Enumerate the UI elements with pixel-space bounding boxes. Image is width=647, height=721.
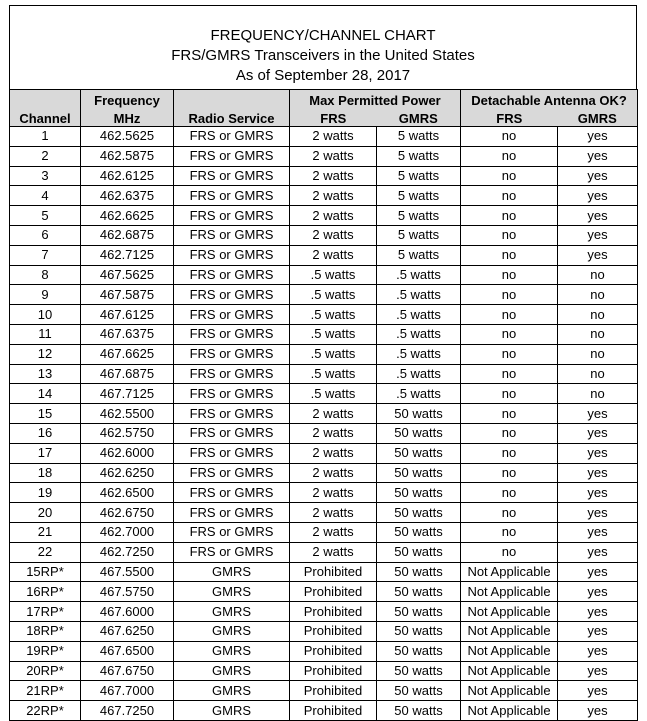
cell-radio-service: FRS or GMRS [174,364,290,384]
table-row [10,364,638,384]
cell-antenna-frs: no [461,324,558,344]
cell-radio-service: FRS or GMRS [174,443,290,463]
cell-frequency: 462.7125 [81,245,174,265]
cell-antenna-frs: no [461,146,558,166]
cell-antenna-gmrs: yes [558,206,638,226]
header-power-frs: FRS [290,108,377,127]
header-antenna-frs: FRS [461,108,558,127]
cell-frequency: 467.6625 [81,344,174,364]
cell-frequency: 467.6750 [81,661,174,681]
cell-power-frs: 2 watts [290,483,377,503]
cell-power-frs: 2 watts [290,404,377,424]
cell-antenna-gmrs: yes [558,404,638,424]
cell-antenna-frs: Not Applicable [461,621,558,641]
cell-radio-service: GMRS [174,701,290,721]
cell-power-frs: 2 watts [290,443,377,463]
cell-power-gmrs: 5 watts [377,206,461,226]
cell-antenna-frs: no [461,364,558,384]
cell-power-gmrs: 5 watts [377,186,461,206]
cell-power-gmrs: 5 watts [377,225,461,245]
cell-antenna-frs: no [461,404,558,424]
cell-channel: 18RP* [10,621,81,641]
cell-radio-service: FRS or GMRS [174,186,290,206]
cell-radio-service: FRS or GMRS [174,522,290,542]
cell-power-frs: .5 watts [290,265,377,285]
cell-frequency: 462.6500 [81,483,174,503]
cell-power-gmrs: 50 watts [377,641,461,661]
cell-radio-service: FRS or GMRS [174,423,290,443]
cell-radio-service: FRS or GMRS [174,503,290,523]
header-channel: Channel [10,108,81,127]
table-row [10,701,638,721]
cell-antenna-gmrs: yes [558,423,638,443]
cell-channel: 12 [10,344,81,364]
cell-antenna-frs: Not Applicable [461,562,558,582]
header-detachable-antenna: Detachable Antenna OK? [461,90,638,109]
cell-power-frs: 2 watts [290,503,377,523]
cell-power-frs: Prohibited [290,562,377,582]
table-row [10,384,638,404]
cell-radio-service: FRS or GMRS [174,225,290,245]
cell-frequency: 467.6000 [81,602,174,622]
cell-antenna-frs: no [461,503,558,523]
table-row [10,404,638,424]
cell-antenna-gmrs: yes [558,562,638,582]
cell-radio-service: FRS or GMRS [174,324,290,344]
cell-antenna-gmrs: yes [558,127,638,147]
cell-power-frs: Prohibited [290,602,377,622]
cell-radio-service: FRS or GMRS [174,463,290,483]
cell-power-frs: .5 watts [290,364,377,384]
cell-power-frs: 2 watts [290,206,377,226]
cell-power-gmrs: 50 watts [377,602,461,622]
cell-power-gmrs: 50 watts [377,463,461,483]
cell-power-gmrs: .5 watts [377,384,461,404]
cell-antenna-gmrs: yes [558,463,638,483]
cell-radio-service: FRS or GMRS [174,265,290,285]
chart-title-block [9,5,637,89]
cell-antenna-frs: no [461,522,558,542]
chart-date: As of September 28, 2017 [235,67,411,84]
cell-power-gmrs: 50 watts [377,443,461,463]
cell-frequency: 462.6250 [81,463,174,483]
table-row [10,503,638,523]
cell-channel: 18 [10,463,81,483]
header-frequency-unit: MHz [81,108,174,127]
table-row [10,245,638,265]
table-row [10,146,638,166]
cell-antenna-gmrs: yes [558,186,638,206]
cell-frequency: 462.6125 [81,166,174,186]
table-row [10,305,638,325]
cell-channel: 10 [10,305,81,325]
cell-power-frs: Prohibited [290,641,377,661]
cell-antenna-gmrs: no [558,265,638,285]
cell-antenna-gmrs: yes [558,483,638,503]
table-row [10,166,638,186]
cell-power-gmrs: .5 watts [377,265,461,285]
table-row [10,522,638,542]
cell-channel: 13 [10,364,81,384]
cell-channel: 17 [10,443,81,463]
cell-power-gmrs: 5 watts [377,127,461,147]
cell-channel: 4 [10,186,81,206]
table-row [10,344,638,364]
cell-frequency: 467.6875 [81,364,174,384]
cell-radio-service: FRS or GMRS [174,285,290,305]
frequency-chart [9,5,637,721]
cell-antenna-gmrs: yes [558,582,638,602]
header-radio-service: Radio Service [174,108,290,127]
table-row [10,542,638,562]
cell-antenna-gmrs: yes [558,225,638,245]
cell-power-gmrs: 50 watts [377,681,461,701]
cell-power-frs: .5 watts [290,285,377,305]
cell-antenna-gmrs: yes [558,641,638,661]
cell-power-gmrs: 5 watts [377,245,461,265]
cell-antenna-frs: no [461,305,558,325]
cell-channel: 17RP* [10,602,81,622]
cell-frequency: 467.7125 [81,384,174,404]
cell-antenna-frs: Not Applicable [461,681,558,701]
cell-power-gmrs: .5 watts [377,305,461,325]
cell-frequency: 467.6375 [81,324,174,344]
cell-antenna-frs: no [461,384,558,404]
cell-channel: 21RP* [10,681,81,701]
cell-power-frs: 2 watts [290,245,377,265]
table-row [10,681,638,701]
cell-channel: 22 [10,542,81,562]
cell-power-frs: Prohibited [290,621,377,641]
cell-channel: 11 [10,324,81,344]
cell-channel: 19RP* [10,641,81,661]
cell-power-frs: 2 watts [290,146,377,166]
cell-antenna-frs: no [461,463,558,483]
cell-antenna-frs: Not Applicable [461,661,558,681]
cell-antenna-gmrs: no [558,324,638,344]
cell-antenna-gmrs: yes [558,166,638,186]
cell-antenna-gmrs: yes [558,146,638,166]
cell-channel: 3 [10,166,81,186]
cell-channel: 2 [10,146,81,166]
cell-power-frs: 2 watts [290,186,377,206]
cell-antenna-frs: Not Applicable [461,701,558,721]
chart-title: FREQUENCY/CHANNEL CHART [210,27,436,44]
cell-antenna-gmrs: no [558,285,638,305]
cell-power-gmrs: 50 watts [377,542,461,562]
cell-frequency: 462.6375 [81,186,174,206]
cell-frequency: 467.7000 [81,681,174,701]
cell-antenna-frs: no [461,265,558,285]
table-row [10,324,638,344]
cell-antenna-frs: Not Applicable [461,582,558,602]
cell-radio-service: FRS or GMRS [174,206,290,226]
cell-power-frs: Prohibited [290,582,377,602]
cell-antenna-frs: Not Applicable [461,641,558,661]
cell-channel: 7 [10,245,81,265]
cell-power-frs: 2 watts [290,522,377,542]
cell-power-gmrs: 50 watts [377,423,461,443]
cell-radio-service: FRS or GMRS [174,146,290,166]
cell-radio-service: GMRS [174,562,290,582]
table-row [10,186,638,206]
cell-channel: 15 [10,404,81,424]
table-row [10,463,638,483]
table-row [10,285,638,305]
header-radio-service-spacer [174,90,290,109]
cell-frequency: 467.6500 [81,641,174,661]
cell-channel: 22RP* [10,701,81,721]
cell-channel: 21 [10,522,81,542]
table-row [10,602,638,622]
cell-antenna-frs: no [461,206,558,226]
cell-antenna-frs: Not Applicable [461,602,558,622]
cell-frequency: 462.6625 [81,206,174,226]
cell-power-gmrs: 50 watts [377,582,461,602]
cell-radio-service: FRS or GMRS [174,404,290,424]
cell-power-frs: Prohibited [290,681,377,701]
table-row [10,225,638,245]
cell-antenna-gmrs: no [558,305,638,325]
table-row [10,483,638,503]
cell-power-frs: 2 watts [290,127,377,147]
cell-radio-service: GMRS [174,582,290,602]
header-antenna-gmrs: GMRS [558,108,638,127]
cell-frequency: 462.7250 [81,542,174,562]
channel-rows [10,127,638,721]
cell-frequency: 467.5625 [81,265,174,285]
cell-power-gmrs: .5 watts [377,364,461,384]
cell-power-gmrs: .5 watts [377,324,461,344]
cell-antenna-gmrs: yes [558,681,638,701]
cell-frequency: 462.5750 [81,423,174,443]
cell-power-frs: 2 watts [290,166,377,186]
cell-channel: 14 [10,384,81,404]
cell-channel: 9 [10,285,81,305]
table-row [10,582,638,602]
cell-antenna-gmrs: yes [558,542,638,562]
cell-radio-service: FRS or GMRS [174,245,290,265]
cell-antenna-gmrs: yes [558,443,638,463]
chart-subtitle: FRS/GMRS Transceivers in the United States [171,47,475,64]
cell-frequency: 462.5625 [81,127,174,147]
cell-power-frs: Prohibited [290,701,377,721]
cell-antenna-gmrs: yes [558,503,638,523]
header-power-gmrs: GMRS [377,108,461,127]
header-max-power: Max Permitted Power [290,90,461,109]
cell-radio-service: GMRS [174,641,290,661]
table-row [10,423,638,443]
cell-power-frs: .5 watts [290,324,377,344]
cell-power-gmrs: .5 watts [377,344,461,364]
cell-power-frs: Prohibited [290,661,377,681]
cell-radio-service: FRS or GMRS [174,305,290,325]
cell-antenna-gmrs: yes [558,602,638,622]
cell-power-gmrs: 50 watts [377,483,461,503]
table-row [10,641,638,661]
cell-power-gmrs: 50 watts [377,404,461,424]
cell-radio-service: FRS or GMRS [174,166,290,186]
cell-power-frs: .5 watts [290,384,377,404]
cell-antenna-gmrs: yes [558,621,638,641]
cell-power-gmrs: 50 watts [377,701,461,721]
cell-power-frs: 2 watts [290,542,377,562]
cell-frequency: 462.6750 [81,503,174,523]
cell-antenna-gmrs: no [558,364,638,384]
cell-power-frs: 2 watts [290,423,377,443]
table-row [10,562,638,582]
cell-radio-service: GMRS [174,602,290,622]
cell-antenna-frs: no [461,542,558,562]
cell-frequency: 462.5875 [81,146,174,166]
channel-table [9,89,638,721]
cell-frequency: 467.6125 [81,305,174,325]
cell-frequency: 467.5875 [81,285,174,305]
cell-radio-service: FRS or GMRS [174,483,290,503]
cell-channel: 6 [10,225,81,245]
cell-power-gmrs: .5 watts [377,285,461,305]
cell-channel: 16 [10,423,81,443]
cell-radio-service: FRS or GMRS [174,384,290,404]
cell-antenna-frs: no [461,344,558,364]
cell-antenna-gmrs: yes [558,661,638,681]
cell-antenna-gmrs: no [558,384,638,404]
cell-power-frs: 2 watts [290,225,377,245]
cell-antenna-frs: no [461,186,558,206]
table-row [10,127,638,147]
cell-frequency: 467.7250 [81,701,174,721]
cell-antenna-frs: no [461,443,558,463]
cell-antenna-frs: no [461,225,558,245]
table-row [10,265,638,285]
cell-power-gmrs: 50 watts [377,522,461,542]
cell-antenna-frs: no [461,166,558,186]
cell-radio-service: FRS or GMRS [174,542,290,562]
cell-antenna-frs: no [461,127,558,147]
cell-radio-service: GMRS [174,661,290,681]
cell-power-gmrs: 50 watts [377,621,461,641]
cell-frequency: 467.5750 [81,582,174,602]
cell-antenna-frs: no [461,285,558,305]
cell-power-gmrs: 5 watts [377,146,461,166]
cell-power-gmrs: 50 watts [377,562,461,582]
cell-channel: 19 [10,483,81,503]
cell-frequency: 467.6250 [81,621,174,641]
cell-power-frs: 2 watts [290,463,377,483]
cell-channel: 16RP* [10,582,81,602]
cell-antenna-gmrs: yes [558,245,638,265]
header-channel-spacer [10,90,81,109]
cell-power-gmrs: 50 watts [377,503,461,523]
table-row [10,621,638,641]
cell-frequency: 462.5500 [81,404,174,424]
cell-radio-service: FRS or GMRS [174,127,290,147]
cell-channel: 5 [10,206,81,226]
cell-frequency: 467.5500 [81,562,174,582]
cell-power-gmrs: 50 watts [377,661,461,681]
cell-channel: 15RP* [10,562,81,582]
cell-antenna-gmrs: yes [558,522,638,542]
cell-power-frs: .5 watts [290,305,377,325]
cell-channel: 20 [10,503,81,523]
table-row [10,443,638,463]
table-row [10,206,638,226]
cell-antenna-frs: no [461,423,558,443]
cell-frequency: 462.6875 [81,225,174,245]
cell-antenna-gmrs: yes [558,701,638,721]
cell-power-gmrs: 5 watts [377,166,461,186]
cell-channel: 8 [10,265,81,285]
header-frequency-top: Frequency [81,90,174,109]
cell-frequency: 462.7000 [81,522,174,542]
cell-antenna-frs: no [461,245,558,265]
table-row [10,661,638,681]
cell-radio-service: FRS or GMRS [174,344,290,364]
cell-antenna-frs: no [461,483,558,503]
cell-channel: 1 [10,127,81,147]
cell-radio-service: GMRS [174,621,290,641]
cell-power-frs: .5 watts [290,344,377,364]
cell-antenna-gmrs: no [558,344,638,364]
cell-radio-service: GMRS [174,681,290,701]
cell-frequency: 462.6000 [81,443,174,463]
cell-channel: 20RP* [10,661,81,681]
